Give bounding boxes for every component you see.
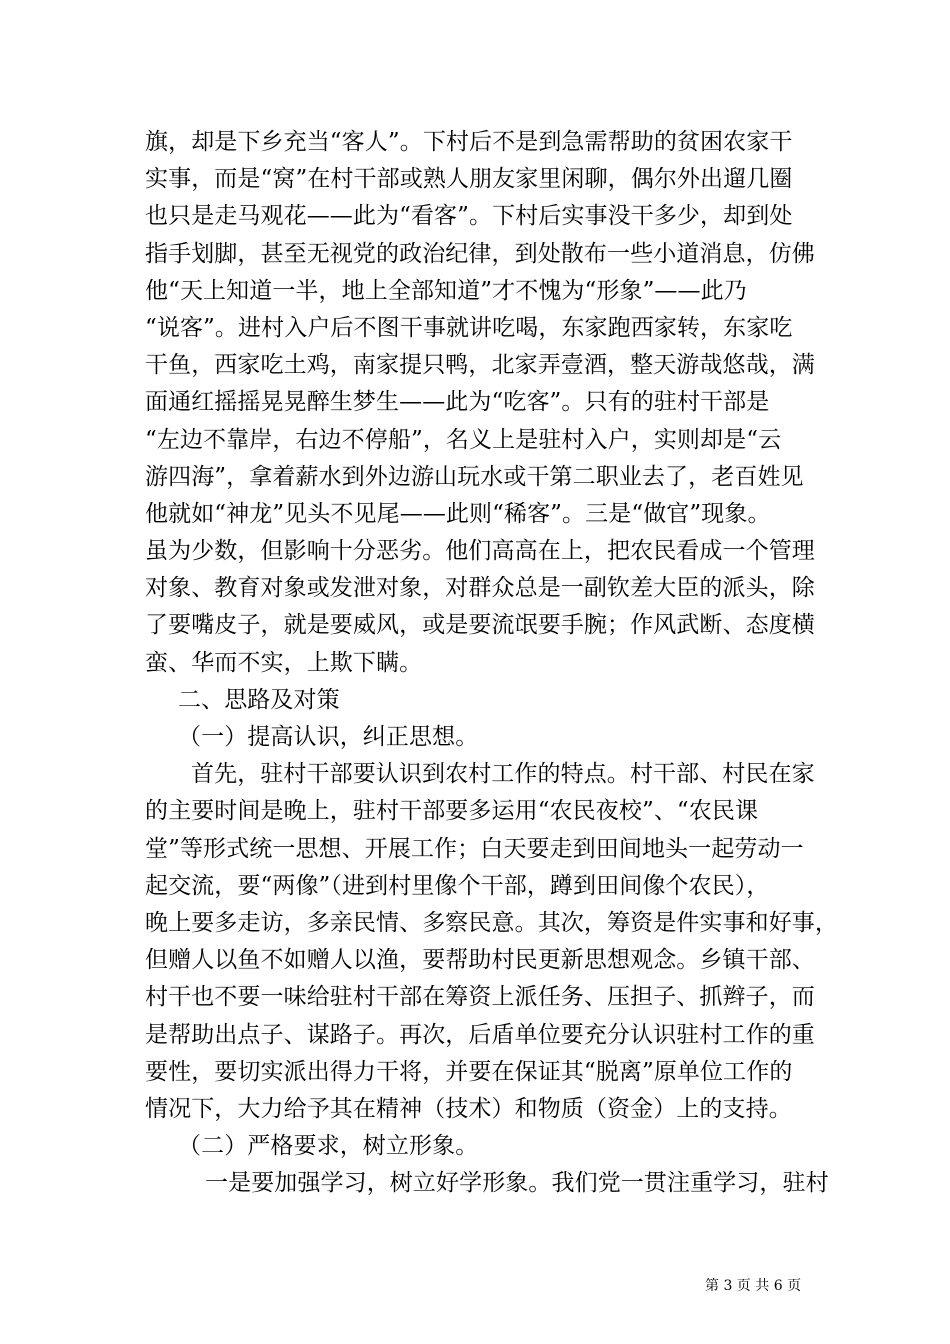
text-line: 村干也不要一味给驻村干部在筹资上派任务、压担子、抓辫子，而 xyxy=(145,984,815,1011)
text-line: 对象、教育对象或发泄对象，对群众总是一副钦差大臣的派头，除 xyxy=(145,575,815,602)
body-text xyxy=(145,124,838,1202)
text-line: 面通红摇摇晃晃醉生梦生——此为“吃客”。只有的驻村干部是 xyxy=(145,389,770,416)
subsection-heading: （一）提高认识，纠正思想。 xyxy=(178,724,479,750)
text-line: 实事，而是“窝”在村干部或熟人朋友家里闲聊，偶尔外出遛几圈 xyxy=(145,166,793,193)
text-line: 起交流，要“两像”（进到村里像个干部，蹲到田间像个农民）， xyxy=(145,872,770,899)
text-line: 他“天上知道一半，地上全部知道”才不愧为“形象”——此乃 xyxy=(145,277,747,304)
section-heading: 二、思路及对策 xyxy=(178,686,340,713)
page-number: 第 3 页 共 6 页 xyxy=(705,1278,802,1294)
text-line: 首先，驻村干部要认识到农村工作的特点。村干部、村民在家 xyxy=(191,761,815,788)
text-line: 游四海”，拿着薪水到外边游山玩水或干第二职业去了，老百姓见 xyxy=(145,463,804,490)
text-line: 但赠人以鱼不如赠人以渔，要帮助村民更新思想观念。乡镇干部、 xyxy=(145,947,815,974)
text-line: 干鱼，西家吃土鸡，南家提只鸭，北家弄壹酒，整天游哉悠哉，满 xyxy=(145,352,815,379)
text-line: 也只是走马观花——此为“看客”。下村后实事没干多少，却到处 xyxy=(145,203,793,230)
text-line: 了要嘴皮子，就是要威风，或是要流氓要手腕；作风武断、态度横 xyxy=(145,612,815,639)
text-line: “左边不靠岸，右边不停船”，名义上是驻村入户，实则却是“云 xyxy=(145,426,782,453)
text-line: “说客”。进村入户后不图干事就讲吃喝，东家跑西家转，东家吃 xyxy=(145,314,793,341)
text-line: 是帮助出点子、谋路子。再次，后盾单位要充分认识驻村工作的重 xyxy=(145,1021,815,1048)
text-line: 的主要时间是晚上，驻村干部要多运用“农民夜校”、“农民课 xyxy=(145,798,759,825)
text-line: 晚上要多走访，多亲民情、多察民意。其次，筹资是件实事和好事， xyxy=(145,909,838,936)
text-line: 蛮、华而不实，上欺下瞒。 xyxy=(145,649,423,676)
text-line: 堂”等形式统一思想、开展工作；白天要走到田间地头一起劳动一 xyxy=(145,835,804,862)
text-line: 指手划脚，甚至无视党的政治纪律，到处散布一些小道消息，仿佛 xyxy=(145,240,815,267)
text-line: 一是要加强学习，树立好学形象。我们党一贯注重学习，驻村 xyxy=(205,1170,829,1197)
text-line: 情况下，大力给予其在精神（技术）和物质（资金）上的支持。 xyxy=(145,1095,792,1122)
text-line: 要性，要切实派出得力干将，并要在保证其“脱离”原单位工作的 xyxy=(145,1058,793,1085)
text-line: 虽为少数，但影响十分恶劣。他们高高在上，把农民看成一个管理 xyxy=(145,538,815,565)
text-line: 旗，却是下乡充当“客人”。下村后不是到急需帮助的贫困农家干 xyxy=(145,129,793,155)
text-line: 他就如“神龙”见头不见尾——此则“稀客”。三是“做官”现象。 xyxy=(145,500,771,527)
subsection-heading: （二）严格要求，树立形象。 xyxy=(178,1133,479,1160)
